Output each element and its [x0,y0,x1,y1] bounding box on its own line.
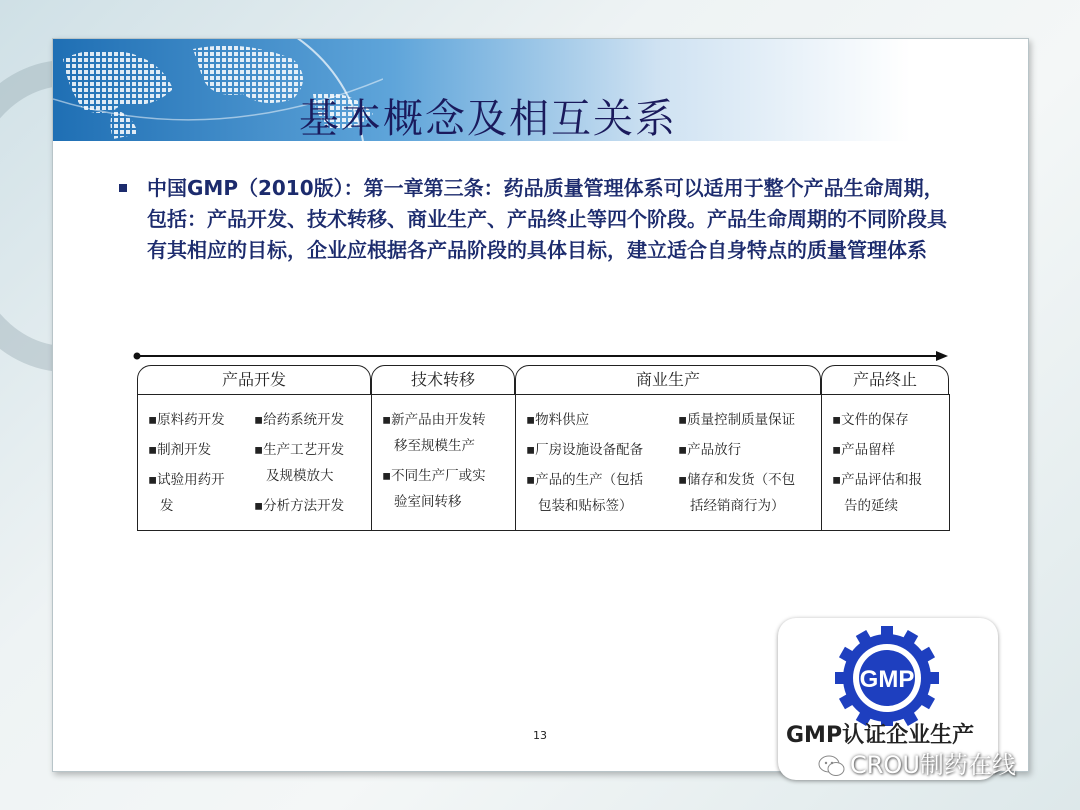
development-list-1 [148,407,225,519]
list-item: 移至规模生产 [394,438,475,454]
termination-list [832,407,922,519]
phase-tab-commercial: 商业生产 [515,365,821,395]
list-item: ▪制剂开发 [148,442,212,458]
title-banner [53,39,1028,141]
column-divider [371,395,372,530]
wechat-icon [818,755,846,777]
commercial-list-1 [526,407,643,519]
phase-table [137,394,950,531]
commercial-list-2 [678,407,795,519]
list-item: ▪产品留样 [832,442,896,458]
list-item: ▪试验用药开 [148,472,225,488]
page-number: 13 [533,729,547,742]
phase-tab-transfer: 技术转移 [371,365,515,395]
list-item: 验室间转移 [394,494,462,510]
list-item: ▪给药系统开发 [254,412,345,428]
list-item: 发 [160,498,174,514]
list-item: ▪储存和发货（不包 [678,472,796,488]
watermark [818,745,1016,780]
list-item: ▪产品的生产（包括 [526,472,644,488]
list-item: 告的延续 [844,498,898,514]
watermark-text: CROU制药在线 [850,751,1016,779]
bullet-square-icon [119,184,127,192]
list-item: 包装和贴标签） [538,498,633,514]
list-item: ▪新产品由开发转 [382,412,486,428]
list-item: ▪厂房设施设备配备 [526,442,644,458]
list-item: ▪分析方法开发 [254,498,345,514]
slide-title: 基本概念及相互关系 [299,96,677,141]
list-item: 括经销商行为） [690,498,785,514]
list-item: ▪产品放行 [678,442,742,458]
timeline-arrow [133,349,953,363]
gmp-seal-icon [812,626,962,726]
phase-tab-development: 产品开发 [137,365,371,395]
development-list-2 [254,407,344,519]
column-divider [821,395,822,530]
column-divider [515,395,516,530]
list-item: 及规模放大 [266,468,334,484]
transfer-list [382,407,486,515]
list-item: ▪产品评估和报 [832,472,923,488]
bullet-text: 中国GMP（2010版）：第一章第三条：药品质量管理体系可以适用于整个产品生命周期，包括：产品开发、技术转移、商业生产、产品终止等四个阶段。产品生命周期的不同阶段具有其相应的目标，企业应根据各产品阶段的具体目标，建立适合自身特点的质量管理体系 [147,176,947,262]
phase-tab-termination: 产品终止 [821,365,949,395]
list-item: ▪生产工艺开发 [254,442,345,458]
seal-label: GMP [859,666,915,693]
list-item: ▪原料药开发 [148,412,225,428]
logo-caption: GMP认证企业生产 [786,723,975,748]
list-item: ▪文件的保存 [832,412,909,428]
list-item: ▪不同生产厂或实 [382,468,486,484]
list-item: ▪质量控制质量保证 [678,412,796,428]
list-item: ▪物料供应 [526,412,590,428]
